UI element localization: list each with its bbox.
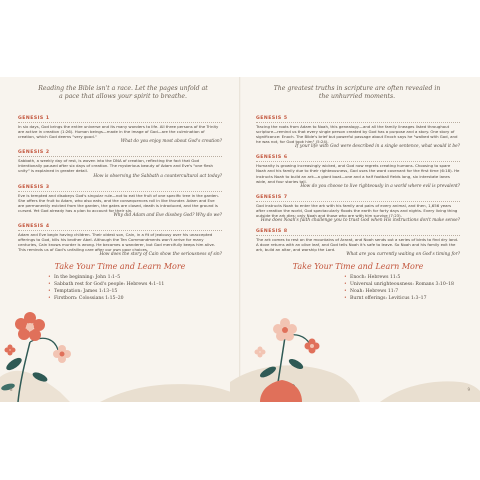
reading-entry	[18, 223, 222, 258]
reflection-question: What do you enjoy most about God's creation?	[120, 139, 222, 145]
bullet-icon: •	[344, 275, 347, 281]
learn-more-item: Universal unrighteousness: Romans 3:10–18	[350, 282, 454, 288]
divider	[256, 235, 460, 236]
learn-more-item: Firstborn: Colossians 1:15–20	[54, 296, 124, 302]
list-item	[344, 281, 460, 288]
reflection-question: What are you currently waiting on God's timing for?	[346, 252, 460, 258]
learn-more-item: Noah: Hebrews 11:7	[350, 289, 399, 295]
learn-more-item: Enoch: Hebrews 11:5	[350, 275, 401, 281]
list-item	[344, 295, 460, 302]
divider	[256, 122, 460, 123]
learn-more-item: Burnt offerings: Leviticus 1:3–17	[350, 296, 427, 302]
book-spread	[0, 77, 480, 402]
chapter-reference: GENESIS 1	[18, 116, 50, 121]
divider	[256, 201, 460, 202]
list-item	[48, 274, 222, 281]
list-item	[48, 281, 222, 288]
reflection-question: How do you choose to live righteously in a world where evil is prevalent?	[300, 183, 460, 189]
entry-text: Tracing the roots from Adam to Noah, this genealogy—and all the family lineages listed throughout scripture—remind us that every single person created by God has a purpose and a story. One story of significance: Enoch. The Bible's brief but powerful passage about Enoch says he "walked with God, and he was not, for God took him" (5:24).	[256, 124, 458, 145]
bullet-icon: •	[344, 289, 347, 295]
take-your-time-title: Take Your Time and Learn More	[54, 262, 186, 272]
left-intro-quote: Reading the Bible isn't a race. Let the pages unfold at a pace that allows your spirit to breathe.	[38, 85, 208, 100]
divider	[18, 156, 222, 157]
right-intro-quote: The greatest truths in scripture are often revealed in the unhurried moments.	[273, 85, 441, 100]
reflection-question: Why did Adam and Eve disobey God? Why do we?	[113, 212, 222, 218]
reading-entry	[256, 115, 460, 150]
bullet-icon: •	[48, 282, 51, 288]
reflection-question: If your life with God were described in a single sentence, what would it be?	[295, 144, 460, 150]
divider	[18, 191, 222, 192]
page-number: 9	[467, 387, 470, 392]
bullet-icon: •	[344, 282, 347, 288]
entry-text: Humanity is growing increasingly wicked, and God now regrets creating humans. Choosing to spare Noah and his family due to their righteousness, God uses the word covenant for the first time (6:18). He instructs Noah to build an ark—a giant boat—one and a half football fields long, six interstate lanes wide, and four stories tall.	[256, 163, 460, 184]
chapter-reference: GENESIS 7	[256, 194, 288, 200]
divider	[18, 122, 222, 123]
entry-text: The ark comes to rest on the mountains of Ararat, and Noah sends out a series of birds to find dry land. A dove returns with an olive leaf, and God tells Noah it's safe to leave. So Noah and his family exit the ark, build an altar, and worship the Lord.	[256, 237, 459, 253]
divider	[18, 230, 222, 231]
left-page	[0, 77, 240, 402]
reading-entry	[18, 115, 222, 145]
learn-more-item: Sabbath rest for God's people: Hebrews 4:1–11	[54, 282, 165, 288]
bullet-icon: •	[48, 296, 51, 302]
reading-entry	[256, 154, 460, 189]
list-item	[344, 274, 460, 281]
right-page	[240, 77, 480, 402]
entry-text: God instructs Noah to enter the ark with his family and pairs of every animal, and then, 1,656 years after creation the world, God spectacularly floods the earth for forty days and nights. Every living thing outside the ark dies; only Noah and those who are with him survive (7:23).	[256, 202, 458, 218]
learn-more-list	[344, 274, 460, 302]
reading-entry	[18, 149, 222, 179]
entry-text: Eve is tempted and disobeys God's singular rule—not to eat the fruit of one specific tree in the garden. She offers the fruit to Adam, who also eats, and the consequences roll in like thunder. Adam and Eve are permanently evicted from the garden, the gates are closed, death is introduced, and the ground is cursed. Yet God already has a plan to account for their sin.	[18, 192, 219, 213]
reading-entry	[18, 184, 222, 219]
floral-illustration-right	[230, 302, 360, 402]
entry-text: Sabbath, a weekly day of rest, is woven into the DNA of creation, reflecting the fact that God intentionally paused after six days of creation. The mysterious beauty of Adam and Eve's "one flesh unity" is explained in greater detail.	[18, 158, 213, 174]
chapter-reference: GENESIS 6	[256, 155, 288, 161]
divider	[256, 161, 460, 162]
bullet-icon: •	[48, 289, 51, 295]
reflection-question: How does Noah's faith challenge you to trust God when His instructions don't make sense?	[260, 218, 460, 224]
chapter-reference: GENESIS 5	[256, 116, 288, 121]
chapter-reference: GENESIS 8	[256, 229, 288, 235]
take-your-time-title: Take Your Time and Learn More	[292, 262, 424, 272]
wave-decoration-left	[100, 367, 240, 402]
chapter-reference: GENESIS 2	[18, 150, 50, 156]
list-item	[344, 288, 460, 295]
bullet-icon: •	[48, 275, 51, 281]
right-entries	[256, 115, 460, 302]
chapter-reference: GENESIS 3	[18, 184, 50, 190]
bullet-icon: •	[344, 296, 347, 302]
entry-text: Adam and Eve begin having children. Their oldest son, Cain, in a fit of jealousy over his unaccepted offerings to God, kills his brother Abel. Although the Ten Commandments won't arrive for many centuries, Cain knows murder is wrong. He becomes a wanderer, but God mercifully keeps him alive. This reminds us of God's unfailing care after our own poor choices.	[18, 231, 216, 253]
learn-more-list	[48, 274, 222, 302]
learn-more-item: Temptation: James 1:13–15	[54, 289, 118, 295]
reflection-question: How does the story of Cain show the seriousness of sin?	[99, 252, 222, 258]
list-item	[48, 295, 222, 302]
left-entries	[18, 115, 222, 302]
reading-entry	[256, 228, 460, 258]
learn-more-item: In the beginning: John 1:1–5	[54, 275, 121, 281]
page-number: 8	[10, 387, 13, 392]
wave-decoration-right	[380, 357, 480, 402]
entry-text: In six days, God brings the entire universe and its many wonders to life. All three persons of the Trinity are active in creation (1:26). Human beings—made in the image of God—are the culmination of creation, which God deems "very good."	[18, 124, 219, 140]
reading-entry	[256, 194, 460, 224]
chapter-reference: GENESIS 4	[18, 223, 50, 229]
reflection-question: How is observing the Sabbath a countercultural act today?	[93, 173, 222, 179]
list-item	[48, 288, 222, 295]
